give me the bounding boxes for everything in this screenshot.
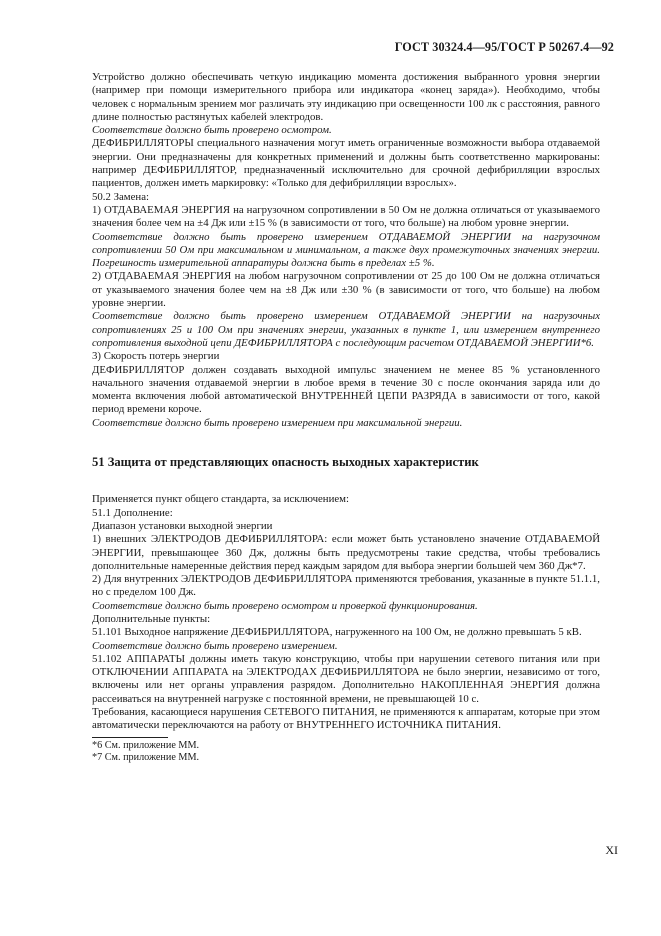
paragraph: 51.101 Выходное напряжение ДЕФИБРИЛЛЯТОРА, нагруженного на 100 Ом, не должно превышать 5 кВ. — [92, 626, 582, 639]
clause-number: 50.2 Замена: — [92, 190, 149, 203]
paragraph: 51.102 АППАРАТЫ должны иметь такую конструкцию, чтобы при нарушении сетевого питания или при ОТКЛЮЧЕНИИ АППАРАТА на ЭЛЕКТРОДАХ ДЕФИБРИЛЛЯТОРА не было энергии, независимо от того, включены или нет органы управления разрядом. Дополнительно НАКОПЛЕННАЯ ЭНЕРГИЯ должна рассеиваться на внутренней нагрузке с постоянной времени, не превышающей 10 с. — [92, 652, 600, 705]
section-heading: 51 Защита от представляющих опасность выходных характеристик — [92, 455, 479, 470]
paragraph: Дополнительные пункты: — [92, 612, 211, 625]
document-body — [92, 71, 600, 765]
paragraph: 1) внешних ЭЛЕКТРОДОВ ДЕФИБРИЛЛЯТОРА: если может быть установлено значение ОТДАВАЕМОЙ ЭНЕРГИИ, превышающее 360 Дж, должны быть предусмотрены такие средства, чтобы требовались дополнительные намеренные действия перед каждым зарядом для выбора энергии большей чем 360 Дж*7. — [92, 533, 600, 572]
document-header: ГОСТ 30324.4—95/ГОСТ Р 50267.4—92 — [394, 40, 614, 54]
paragraph: Применяется пункт общего стандарта, за исключением: — [92, 493, 349, 506]
paragraph: 2) ОТДАВАЕМАЯ ЭНЕРГИЯ на любом нагрузочном сопротивлении от 25 до 100 Ом не должна отличаться от указываемого значения более чем на ±8 Дж или ±30 % (в зависимости от того, что больше) на любом уровне энергии. — [92, 270, 600, 310]
footnote-divider — [92, 737, 168, 738]
paragraph: Устройство должно обеспечивать четкую индикацию момента достижения выбранного уровня энергии (например при помощи измерительного прибора или индикатора «конец заряда»). Необходимо, чтобы человек с нормальным зрением мог различать эту индикацию при освещенности 100 лк с расстояния, равного длине полностью растянутых кабелей электродов. — [92, 71, 600, 123]
conformity-note: Соответствие должно быть проверено измерением при максимальной энергии. — [92, 416, 463, 429]
paragraph: ДЕФИБРИЛЛЯТОР должен создавать выходной импульс значением не менее 85 % установленного начального значения отдаваемой энергии в любое время в течение 30 с после окончания заряда или до момента включения любой автоматической ВНУТРЕННЕЙ ЦЕПИ РАЗРЯДА в зависимости от того, какой период времени короче. — [92, 363, 600, 416]
footnote: *7 См. приложение ММ. — [92, 752, 200, 764]
paragraph: 1) ОТДАВАЕМАЯ ЭНЕРГИЯ на нагрузочном сопротивлении в 50 Ом не должна отличаться от указываемого значения более чем на ±4 Дж или ±15 % (в зависимости от того, что больше) на любом уровне энергии. — [92, 203, 600, 230]
page-number: XI — [605, 843, 618, 857]
conformity-note: Соответствие должно быть проверено осмотром. — [92, 124, 332, 137]
conformity-note: Соответствие должно быть проверено измерением. — [92, 639, 338, 652]
conformity-note: Соответствие должно быть проверено измерением ОТДАВАЕМОЙ ЭНЕРГИИ на нагрузочных сопротивлениях 25 и 100 Ом при значениях энергии, указанных в пункте 1, или измерением внутреннего сопротивления выходной цепи ДЕФИБРИЛЛЯТОРА с последующим расчетом ОТДАВАЕМОЙ ЭНЕРГИИ*6. — [92, 310, 600, 349]
clause-number: 51.1 Дополнение: — [92, 506, 173, 519]
paragraph: Требования, касающиеся нарушения СЕТЕВОГО ПИТАНИЯ, не применяются к аппаратам, которые при этом автоматически переключаются на работу от ВНУТРЕННЕГО ИСТОЧНИКА ПИТАНИЯ. — [92, 706, 600, 732]
conformity-note: Соответствие должно быть проверено осмотром и проверкой функционирования. — [92, 599, 478, 612]
footnote: *6 См. приложение ММ. — [92, 739, 200, 751]
paragraph: ДЕФИБРИЛЛЯТОРЫ специального назначения могут иметь ограниченные возможности выбора отдаваемой энергии. Они предназначены для конкретных применений и должны быть соответственно маркированы: например ДЕФИБРИЛЛЯТОР, предназначенный исключительно для срочной дефибрилляции взрослых пациентов, должен иметь маркировку: «Только для дефибрилляции взрослых». — [92, 137, 600, 190]
paragraph: 3) Скорость потерь энергии — [92, 350, 220, 363]
paragraph: Диапазон установки выходной энергии — [92, 519, 273, 532]
conformity-note: Соответствие должно быть проверено измерением ОТДАВАЕМОЙ ЭНЕРГИИ на нагрузочном сопротивлении 50 Ом при максимальном и минимальном, а также двух промежуточных значениях энергии. Погрешность измерительной аппаратуры должна быть в пределах ±5 %. — [92, 230, 600, 270]
paragraph: 2) Для внутренних ЭЛЕКТРОДОВ ДЕФИБРИЛЛЯТОРА применяются требования, указанные в пункте 51.1.1, но с пределом 100 Дж. — [92, 573, 600, 599]
